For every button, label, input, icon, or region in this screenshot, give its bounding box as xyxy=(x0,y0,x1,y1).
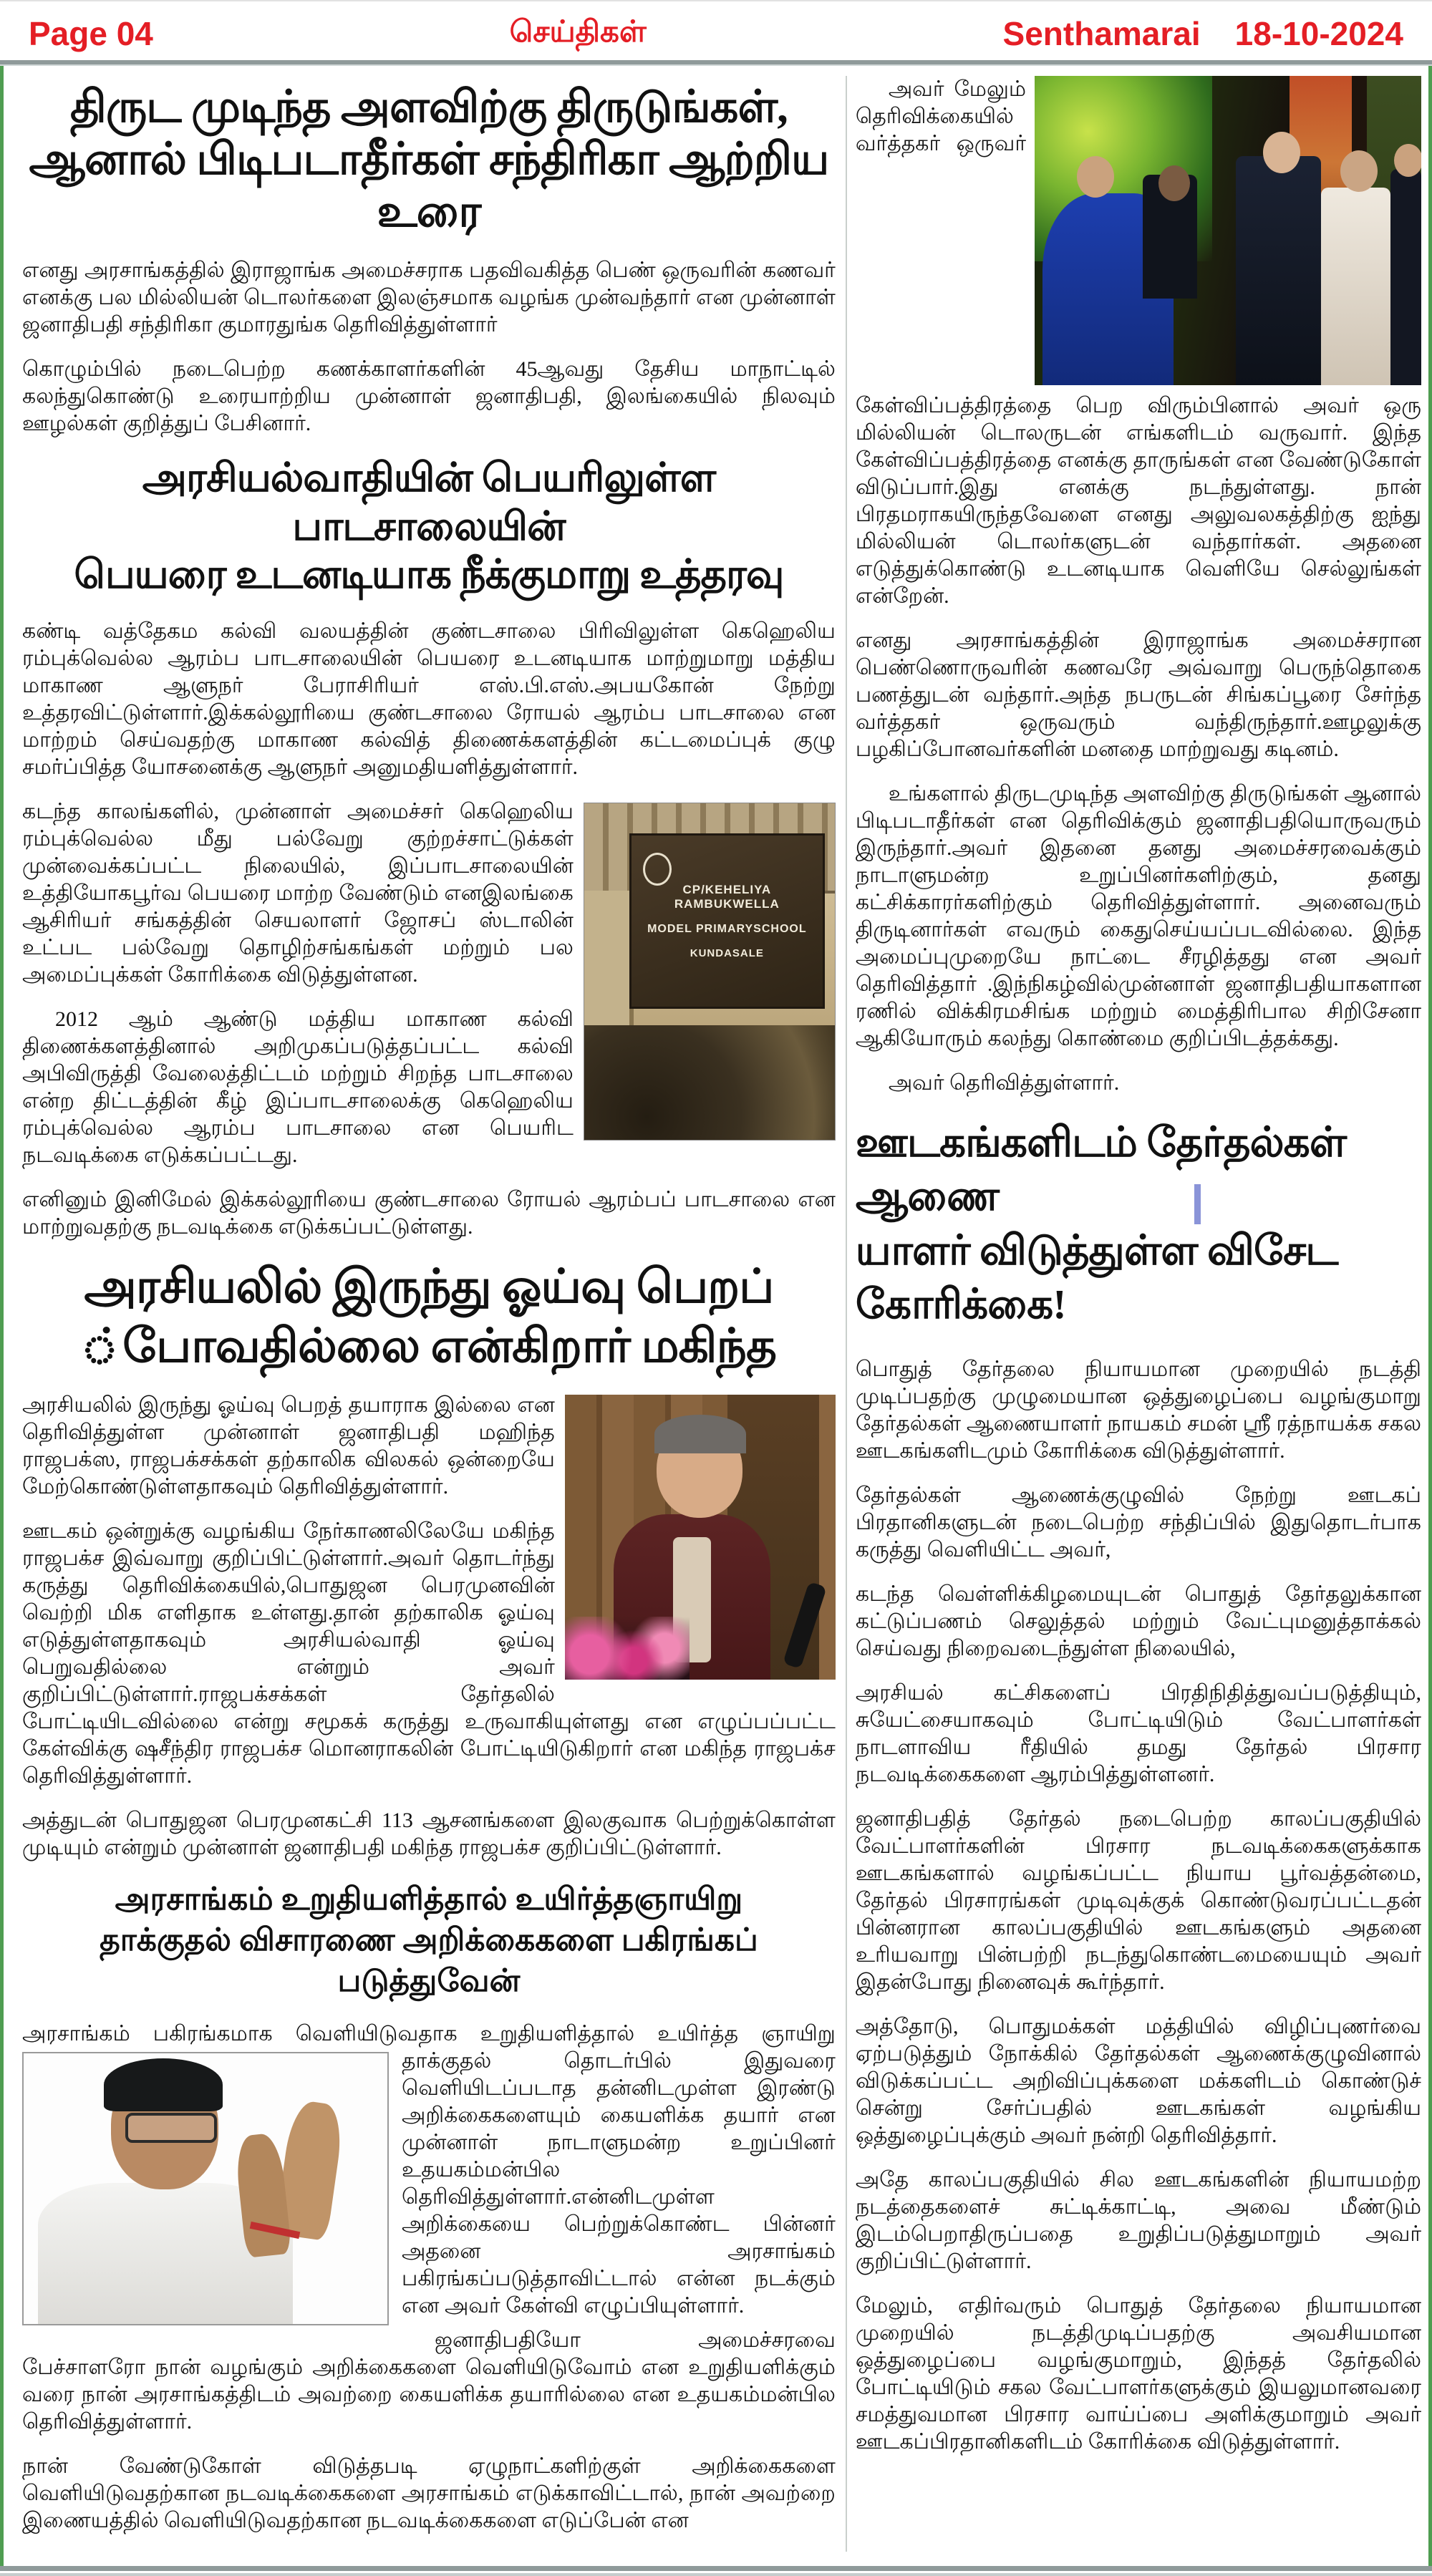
article-paragraph xyxy=(856,76,1421,610)
header-divider-rule xyxy=(0,60,1432,66)
article-paragraph: அதே காலப்பகுதியில் சில ஊடகங்களின் நியாயமற்ற நடத்தைகளைச் சுட்டிக்காட்டி, அவை மீண்டும் இடம்பெறாதிருப்பதை உறுதிப்படுத்துமாறும் அவர் குறிப்பிட்டுள்ளார். xyxy=(855,2167,1421,2273)
foliage-silhouette xyxy=(584,1025,835,1140)
article-paragraph: மேலும், எதிர்வரும் பொதுத் தேர்தலை நியாயமான முறையில் நடத்திமுடிப்பதற்கு அவசியமான ஒத்துழைப்பை வழங்குமாறும், இந்தத் தேர்தலில் போட்டியிடும் சகல வேட்பாளர்களுக்கும் இயலுமானவரை சமத்துவமான பிரசார வாய்ப்பை அளிக்குமாறும் அவர் ஊடகப்பிரதானிகளிடம் கோரிக்கை விடுத்துள்ளார். xyxy=(855,2293,1421,2454)
school-sign-text: MODEL PRIMARYSCHOOL xyxy=(647,923,807,936)
glasses-icon xyxy=(125,2113,217,2143)
article-paragraph: கடந்த வெள்ளிக்கிழமையுடன் பொதுத் தேர்தலுக்கான கட்டுப்பணம் செலுத்தல் மற்றும் வேட்புமனுத்தாக்கல் செய்வது நிறைவடைந்துள்ள நிலையில், xyxy=(855,1582,1421,1660)
mahinda-rajapaksa-photo xyxy=(565,1395,836,1680)
issue-date: 18-10-2024 xyxy=(1234,15,1403,52)
man-in-suit-silhouette xyxy=(1236,156,1321,385)
page-header xyxy=(0,1,1432,57)
headline-line: அரசியலில் இருந்து ஓய்வு பெறப் xyxy=(84,1261,774,1314)
article-election-commissioner xyxy=(856,1115,1421,2456)
left-column xyxy=(12,76,846,2552)
page-bottom-rule-light xyxy=(0,2573,1432,2576)
article-paragraph: அரசியலில் இருந்து ஓய்வு பெறத் தயாராக இல்லை என தெரிவித்துள்ள முன்னாள் ஜனாதிபதி மஹிந்த ராஜபக்ஸ, ராஜபக்சக்கள் தற்காலிக விலகல் ஒன்றையே மேற்கொண்டுள்ளதாகவும் தெரிவித்துள்ளார். xyxy=(22,1393,555,1499)
page-number-label: Page 04 xyxy=(29,15,153,52)
article-headline xyxy=(22,1258,836,1376)
article-school-rename xyxy=(22,455,836,1241)
article-chandrika-speech xyxy=(22,82,836,437)
person-hair xyxy=(104,2058,223,2111)
article-paragraph: கொழும்பில் நடைபெற்ற கணக்காளர்களின் 45ஆவது தேசிய மாநாட்டில் கலந்துகொண்டு உரையாற்றிய முன்னாள் ஜனாதிபதி, இலங்கையில் நிலவும் ஊழல்கள் குறித்துப் பேசினார். xyxy=(22,357,836,436)
page-content xyxy=(0,66,1432,2566)
masthead-right xyxy=(1003,14,1403,53)
headline-line: அரசாங்கம் உறுதியளித்தால் உயிர்த்தஞாயிறு xyxy=(115,1882,743,1917)
school-sign-board xyxy=(629,833,825,1008)
flowers-decoration xyxy=(565,1617,690,1680)
right-column xyxy=(846,76,1424,2552)
article-paragraph: ஜனாதிபதித் தேர்தல் நடைபெற்ற காலப்பகுதியில் வேட்பாளர்களின் பிரசார நடவடிக்கைகளுக்காக ஊடகங்களால் வழங்கப்பட்ட நியாய பூர்வத்தன்மை, தேர்தல் பிரசாரங்கள் முடிவுக்குக் கொண்டுவரப்பட்டதன் பின்னரான காலப்பகுதியில் ஊடகங்களும் அதனை உரியவாறு பின்பற்றி நடந்துகொண்டமையையும் அவர் இதன்போது நினைவுக் கூர்ந்தார். xyxy=(855,1806,1421,1994)
person-head xyxy=(1394,144,1421,177)
article-headline xyxy=(22,455,836,599)
school-sign-text: CP/KEHELIYA RAMBUKWELLA xyxy=(674,883,780,911)
article-paragraph: 2012 ஆம் ஆண்டு மத்திய மாகாண கல்வி திணைக்களத்தினால் அறிமுகப்படுத்தப்பட்ட கல்வி அபிவிருத்தி வேலைத்திட்டம் மற்றும் சிறந்த பாடசாலை என்ற திட்டத்தின் கீழ் இப்பாடசாலைக்கு கெஹெலிய ரம்புக்வெல்ல ஆரம்ப பாடசாலை என பெயரிட நடவடிக்கை எடுக்கப்பட்டது. xyxy=(22,1007,574,1168)
event-audience-photo xyxy=(1035,76,1421,385)
headline-line: தாக்குதல் விசாரணை அறிக்கைகளை பகிரங்கப் படுத்துவேன் xyxy=(100,1922,758,1999)
man-in-white-silhouette xyxy=(1321,188,1390,385)
article-paragraph: பொதுத் தேர்தலை நியாயமான முறையில் நடத்தி முடிப்பதற்கு முழுமையான ஒத்துழைப்பை வழங்குமாறு தேர்தல்கள் ஆணையாளர் நாயகம் சமன் ஸ்ரீ ரத்நாயக்க சகல ஊடகங்களிடமும் கோரிக்கை விடுத்துள்ளார். xyxy=(855,1357,1421,1463)
school-sign-photo xyxy=(584,803,836,1141)
article-paragraph: கடந்த காலங்களில், முன்னாள் அமைச்சர் கெஹெலிய ரம்புக்வெல்ல மீது பல்வேறு குற்றச்சாட்டுக்கள் முன்வைக்கப்பட்ட நிலையில், இப்பாடசாலையின் உத்தியோகபூர்வ பெயரை மாற்ற வேண்டும் எனஇலங்கை ஆசிரியர் சங்கத்தின் செயலாளர் ஜோசப் ஸ்டாலின் உட்பட பல்வேறு தொழிற்சங்கங்கள் மற்றும் பல அமைப்புக்கள் கோரிக்கை விடுத்துள்ளன. xyxy=(22,800,574,987)
wrapped-text-block xyxy=(22,798,836,1169)
article-headline xyxy=(22,1879,836,2002)
section-title: செய்திகள் xyxy=(509,16,647,49)
article-paragraph: ஜனாதிபதியோ அமைச்சரவை பேச்சாளரோ நான் வழங்கும் அறிக்கைகளை வெளியிடுவோம் என உறுதியளிக்கும் வரை நான் அரசாங்கத்திடம் அவற்றை கையளிக்க தயாரில்லை என உதயகம்மன்பில தெரிவித்துள்ளார். xyxy=(22,2328,836,2434)
article-paragraph: நான் வேண்டுகோள் விடுத்தபடி ஏழுநாட்களிற்குள் அறிக்கைகளை வெளியிடுவதற்கான நடவடிக்கைகளை அரசாங்கம் எடுக்காவிட்டால், நான் அவற்றை இணையத்தில் வெளியிடுவதற்கான நடவடிக்கைகளை எடுப்பேன் என xyxy=(22,2454,836,2532)
school-wall xyxy=(584,891,634,1025)
headline-line: பெயரை உடனடியாக நீக்குமாறு உத்தரவு xyxy=(74,552,784,597)
article-paragraph: எனினும் இனிமேல் இக்கல்லூரியை குண்டசாலை ரோயல் ஆரம்பப் பாடசாலை என மாற்றுவதற்கு நடவடிக்கை எடுக்கப்பட்டுள்ளது. xyxy=(22,1188,836,1239)
wrapped-text-block xyxy=(22,1392,836,1790)
cursor-artifact xyxy=(1194,1184,1201,1224)
person-hair xyxy=(654,1415,746,1453)
headline-line: யாளர் விடுத்துள்ள விசேட கோரிக்கை! xyxy=(855,1226,1338,1328)
article-headline xyxy=(22,82,836,238)
paragraph-text: அவர் மேலும் தெரிவிக்கையில் வர்த்தகர் ஒருவர் கேள்விப்பத்திரத்தை பெற விரும்பினால் அவர் ஒரு மில்லியன் டொலருடன் எங்களிடம் வருவார். இந்த கேள்விப்பத்திரத்தை எனக்கு தாருங்கள் என வேண்டுகோள் விடுப்பார்.இது எனக்கு நடந்துள்ளது. நான் பிரதமராகயிருந்தவேளை எனது அலுவலகத்திற்கு ஐந்து மில்லியன் டொலர்களுடன் வந்தார்கள். அதனை எடுத்துக்கொண்டு உடனடியாக வெளியே செல்லுங்கள் என்றேன். xyxy=(855,77,1421,608)
person-silhouette xyxy=(1390,169,1421,385)
article-paragraph: அத்துடன் பொதுஜன பெரமுனகட்சி 113 ஆசனங்களை இலகுவாக பெற்றுக்கொள்ள முடியும் என்றும் முன்னாள் ஜனாதிபதி மகிந்த ராஜபக்ச குறிப்பிட்டுள்ளார். xyxy=(22,1808,836,1860)
article-paragraph: அரசியல் கட்சிகளைப் பிரதிநிதித்துவப்படுத்தியும், சுயேட்சையாகவும் போட்டியிடும் வேட்பாளர்கள் நாடளாவிய ரீதியில் தமது தேர்தல் பிரசார நடவடிக்கைகளை ஆரம்பித்துள்ளனர். xyxy=(855,1680,1421,1786)
paragraph-text: அரசாங்கம் பகிரங்கமாக வெளியிடுவதாக உறுதியளித்தால் உயிர்த்த ஞாயிறு தாக்குதல் தொடர்பில் xyxy=(22,2021,836,2073)
headline-line: திருட முடிந்த அளவிற்கு திருடுங்கள், xyxy=(70,83,788,132)
headline-line: ஊடகங்களிடம் தேர்தல்கள் ஆணை xyxy=(855,1119,1347,1220)
gammanpila-photo xyxy=(22,2052,389,2325)
headline-line: ்போவதில்லை என்கிறார் மகிந்த xyxy=(81,1320,776,1372)
article-paragraph: அவர் தெரிவித்துள்ளார். xyxy=(888,1071,1120,1095)
article-gammanpila-reports xyxy=(22,1879,836,2534)
headline-line: ஆனால் பிடிபடாதீர்கள் சந்திரிகா ஆற்றிய உரை xyxy=(29,135,829,237)
article-chandrika-continuation xyxy=(856,76,1421,1097)
article-paragraph: கண்டி வத்தேகம கல்வி வலயத்தின் குண்டசாலை பிரிவிலுள்ள கெஹெலிய ரம்புக்வெல்ல ஆரம்ப பாடசாலையின் பெயரை உடனடியாக மாற்றுமாறு மத்திய மாகாண ஆளுநர் பேராசிரியர் எஸ்.பி.எஸ்.அபயகோன் நேற்று உத்தரவிட்டுள்ளார்.இக்கல்லூரியை குண்டசாலை ரோயல் ஆரம்ப பாடசாலை என மாற்றம் செய்வதற்கு மாகாண கல்வித் திணைக்களத்தின் கட்டமைப்புக் குழு சமர்ப்பித்த யோசனைக்கு ஆளுநர் அனுமதியளித்துள்ளார். xyxy=(22,619,836,780)
person-head xyxy=(1340,150,1378,192)
person-head xyxy=(1263,132,1300,173)
article-paragraph: உங்களால் திருடமுடிந்த அளவிற்கு திருடுங்கள் ஆனால் பிடிபடாதீர்கள் என தெரிவிக்கும் ஜனாதிபதியொருவரும் இருந்தார்.அவர் இதனை தனது அமைச்சரவைக்கும் நாடாளுமன்ற உறுப்பினர்களிற்கும், தனது கட்சிக்காரர்களிற்கும் தெரிவித்துள்ளார். அனைவரும் திருடினார்கள் எவரும் கைதுசெய்யப்படவில்லை. இந்த அமைப்புமுறையே நாட்டை சீரழித்தது என அவர் தெரிவித்தார் .இந்நிகழ்வில்முன்னாள் ஜனாதிபதியாகளான ரணில் விக்கிரமசிங்க மற்றும் மைத்திரிபால சிறிசேனா ஆகியோரும் கலந்து கொண்மை குறிப்பிடத்தக்கது. xyxy=(855,782,1421,1050)
article-paragraph: ஊடகம் ஒன்றுக்கு வழங்கிய நேர்காணலிலேயே மகிந்த ராஜபக்ச இவ்வாறு குறிப்பிட்டுள்ளார்.அவர் தொடர்ந்து கருத்து தெரிவிக்கையில்,பொதுஜன பெரமுனவின் வெற்றி மிக எளிதாக உள்ளது.தான் தற்காலிக ஓய்வு எடுத்துள்ளதாகவும் அரசியல்வாதி ஓய்வு பெறுவதில்லை என்றும் அவர் குறிப்பிட்டுள்ளார்.ராஜபக்சக்கள் தேர்தலில் போட்டியிடவில்லை என்று சமூகக் கருத்து உருவாகியுள்ளது என எழுப்பப்பட்ட கேள்விக்கு ஷசீந்திர ராஜபக்ச மொனராகலின் போட்டியிடுகிறார் என மகிந்த ராஜபக்ச தெரிவித்துள்ளார். xyxy=(22,1519,836,1788)
page-bottom-rule xyxy=(0,2566,1432,2571)
article-mahinda-retirement xyxy=(22,1258,836,1861)
masthead-title: Senthamarai xyxy=(1002,15,1201,52)
article-paragraph: எனது அரசாங்கத்தில் இராஜாங்க அமைச்சராக பதவிவகித்த பெண் ஒருவரின் கணவர் எனக்கு பல மில்லியன் டொலர்களை இலஞ்சமாக வழங்க முன்வந்தார் என முன்னாள் ஜனாதிபதி சந்திரிகா குமாரதுங்க தெரிவித்துள்ளார் xyxy=(22,258,836,337)
article-paragraph: அத்தோடு, பொதுமக்கள் மத்தியில் விழிப்புணர்வை ஏற்படுத்தும் நோக்கில் தேர்தல்கள் ஆணைக்குழுவினால் விடுக்கப்பட்ட அறிவிப்புக்களை மக்களிடம் கொண்டுச் சென்று சேர்ப்பதில் ஊடகங்கள் வழங்கிய ஒத்துழைப்புக்கும் அவர் நன்றி தெரிவித்தார். xyxy=(855,2014,1421,2147)
article-paragraph: தேர்தல்கள் ஆணைக்குழுவில் நேற்று ஊடகப் பிரதானிகளுடன் நடைபெற்ற சந்திப்பில் இதுதொடர்பாக கருத்து வெளியிட்ட அவர், xyxy=(855,1483,1421,1561)
person-head xyxy=(1158,165,1190,201)
article-headline xyxy=(856,1115,1421,1332)
article-paragraph: எனது அரசாங்கத்தின் இராஜாங்க அமைச்சரான பெண்ணொருவரின் கணவரே அவ்வாறு பெருந்தொகை பணத்துடன் வந்தார்.அந்த நபருடன் சிங்கப்பூரை சேர்ந்த வர்த்தகர் ஒருவரும் வந்திருந்தார்.ஊழலுக்கு பழகிப்போனவர்களின் மனதை மாற்றுவது கடினம். xyxy=(855,629,1421,761)
paragraph-text: இதுவரை வெளியிடப்படாத தன்னிடமுள்ள இரண்டு அறிக்கைகளையும் கையளிக்க தயார் என முன்னாள் நாடாளுமன்ற உறுப்பினர் உதயகம்மன்பில தெரிவித்துள்ளார்.என்னிடமுள்ள அறிக்கையை பெற்றுக்கொண்ட பின்னர் அதனை அரசாங்கம் பகிரங்கப்படுத்தாவிட்டால் என்ன நடக்கும் என அவர் கேள்வி எழுப்பியுள்ளார். xyxy=(402,2048,836,2318)
school-sign-text: KUNDASALE xyxy=(690,947,764,960)
headline-line: அரசியல்வாதியின் பெயரிலுள்ள பாடசாலையின் xyxy=(142,456,716,549)
school-sign-emblem-icon xyxy=(643,853,672,886)
article-paragraph xyxy=(22,2020,836,2320)
